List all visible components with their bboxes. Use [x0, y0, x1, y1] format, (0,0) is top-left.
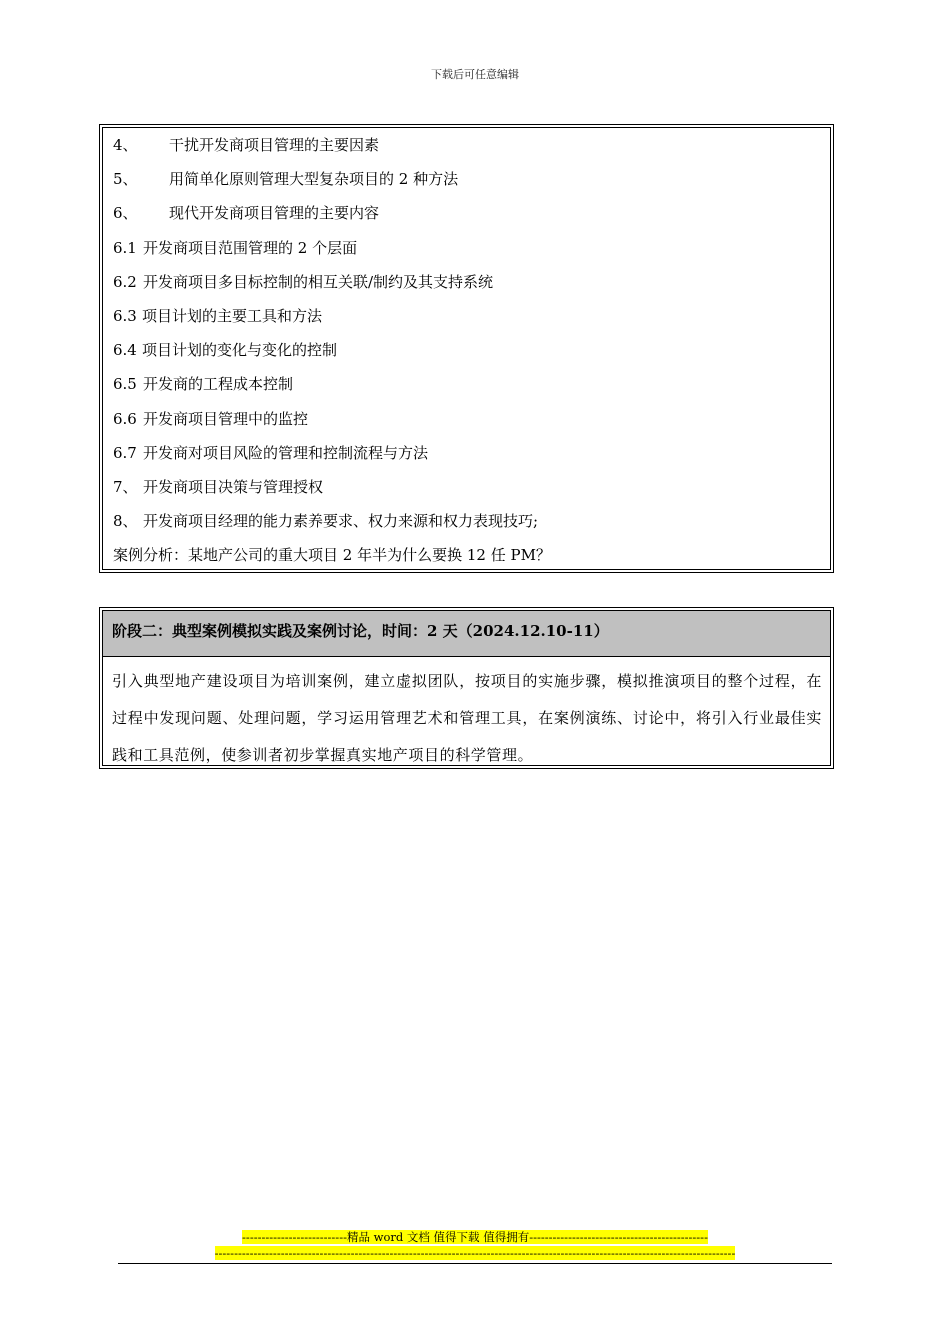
outline-item-number: 5、	[113, 170, 138, 189]
outline-item	[103, 131, 830, 165]
outline-list	[102, 127, 831, 570]
footer-divider	[118, 1263, 832, 1264]
outline-item-text: 项目计划的主要工具和方法	[142, 306, 323, 325]
stage-two-table	[99, 607, 834, 769]
outline-item	[103, 507, 830, 541]
outline-item-text: 干扰开发商项目管理的主要因素	[169, 136, 380, 154]
header-note: 下载后可任意编辑	[431, 68, 519, 81]
outline-item-number: 6.5	[113, 375, 137, 394]
outline-item-text: 开发商项目范围管理的 2 个层面	[143, 238, 358, 257]
outline-item	[103, 439, 830, 473]
outline-item-text: 开发商对项目风险的管理和控制流程与方法	[143, 443, 429, 462]
outline-item-number: 6.7	[113, 443, 137, 462]
footer-banner	[0, 1229, 950, 1261]
outline-item-text: 开发商项目管理中的监控	[143, 409, 309, 428]
outline-item-number: 8、	[113, 512, 138, 531]
outline-item-text: 案例分析：某地产公司的重大项目 2 年半为什么要换 12 任 PM？	[113, 546, 551, 565]
outline-item-text: 开发商项目经理的能力素养要求、权力来源和权力表现技巧;	[143, 512, 539, 531]
outline-item	[103, 541, 830, 575]
footer-line-2: --------------------------------------------------------------------------------------------------------------------------------------	[214, 1246, 736, 1260]
outline-item	[103, 302, 830, 336]
outline-item-text: 现代开发商项目管理的主要内容	[169, 204, 380, 223]
outline-item	[103, 370, 830, 404]
outline-item-text: 开发商的工程成本控制	[143, 375, 294, 394]
footer-line-1: ---------------------------精品 word 文档 值得下载 值得拥有----------------------------------------------	[242, 1230, 708, 1244]
outline-item	[103, 199, 830, 233]
outline-item-text: 开发商项目决策与管理授权	[143, 477, 324, 496]
outline-item	[103, 405, 830, 439]
outline-item	[103, 268, 830, 302]
outline-item-text: 开发商项目多目标控制的相互关联/制约及其支持系统	[143, 272, 494, 291]
outline-item-number: 4、	[113, 136, 138, 154]
outline-item	[103, 165, 830, 199]
outline-item-text: 用简单化原则管理大型复杂项目的 2 种方法	[169, 170, 459, 189]
outline-item-number: 6.6	[113, 409, 137, 428]
outline-item	[103, 234, 830, 268]
outline-item-number: 6.2	[113, 272, 137, 291]
outline-item-number: 6.4	[113, 341, 137, 360]
outline-table	[99, 124, 834, 573]
stage-two-title: 阶段二：典型案例模拟实践及案例讨论，时间：2 天（2024.12.10-11）	[103, 611, 830, 657]
outline-item	[103, 473, 830, 507]
outline-item-number: 7、	[113, 477, 138, 496]
outline-item-text: 项目计划的变化与变化的控制	[142, 341, 338, 360]
outline-item	[103, 336, 830, 370]
outline-item-number: 6、	[113, 204, 138, 223]
outline-item-number: 6.1	[113, 238, 137, 257]
outline-item-number: 6.3	[113, 306, 137, 325]
stage-two-description: 引入典型地产建设项目为培训案例，建立虚拟团队，按项目的实施步骤，模拟推演项目的整个过程，在过程中发现问题、处理问题，学习运用管理艺术和管理工具，在案例演练、讨论中，将引入行业最佳实践和工具范例，使参训者初步掌握真实地产项目的科学管理。	[112, 672, 822, 764]
